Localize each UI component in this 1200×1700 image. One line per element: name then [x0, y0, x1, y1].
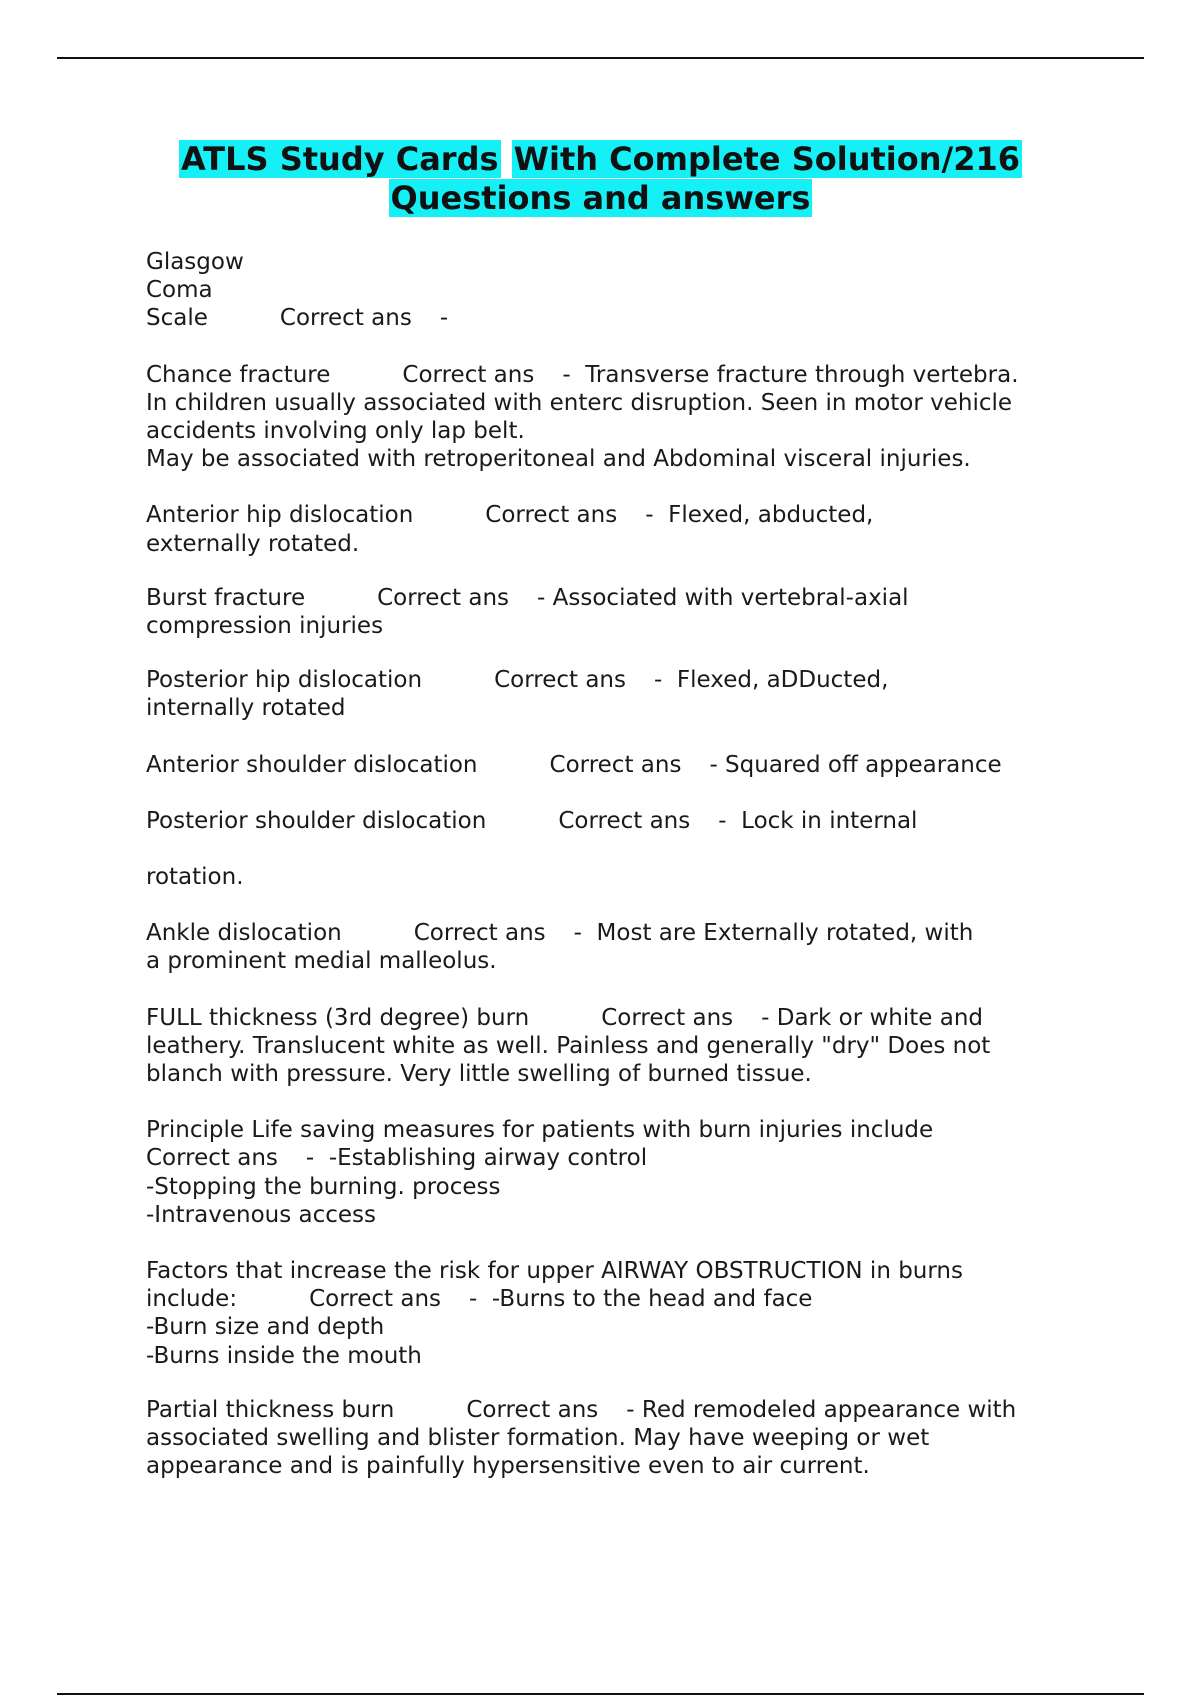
- card-term: Ankle dislocation: [146, 920, 342, 947]
- card-term: Chance fracture: [146, 361, 331, 388]
- card-term-answer: [146, 361, 1096, 389]
- answer-text: - Flexed, abducted,: [645, 502, 874, 529]
- answer-line: In children usually associated with enterc disruption. Seen in motor vehicle: [146, 389, 1013, 416]
- card-term: Principle Life saving measures for patients with burn injuries include: [146, 1117, 934, 1144]
- answer-text: - Dark or white and: [761, 1004, 984, 1031]
- answer-line: -Burn size and depth: [146, 1314, 385, 1341]
- card-term-answer: [146, 584, 1096, 612]
- card-term: Scale: [146, 305, 208, 332]
- card-term: Anterior hip dislocation: [146, 502, 414, 529]
- answer-line: leathery. Translucent white as well. Painless and generally "dry" Does not: [146, 1032, 991, 1059]
- study-cards: [146, 248, 1096, 1509]
- card-term-answer: [146, 666, 1096, 694]
- answer-label: Correct ans: [466, 1396, 599, 1423]
- answer-label: Correct ans: [402, 361, 535, 388]
- answer-line: externally rotated.: [146, 530, 360, 557]
- page-title: [57, 140, 1144, 218]
- answer-dash: -: [439, 305, 449, 332]
- answer-text: - Associated with vertebral-axial: [537, 584, 909, 611]
- answer-text: - Flexed, aDDucted,: [654, 667, 889, 694]
- answer-text: - -Burns to the head and face: [469, 1286, 813, 1313]
- answer-line: May be associated with retroperitoneal and Abdominal visceral injuries.: [146, 446, 971, 473]
- card-term-answer: [146, 751, 1096, 779]
- card-term-answer: [146, 1004, 1096, 1032]
- card-glasgow: [146, 248, 1096, 333]
- card-term: FULL thickness (3rd degree) burn: [146, 1004, 530, 1031]
- card-posterior-hip: [146, 666, 1096, 722]
- answer-line: blanch with pressure. Very little swelling of burned tissue.: [146, 1061, 812, 1088]
- card-term-answer: [146, 1396, 1096, 1424]
- card-continuation: [146, 863, 1096, 891]
- card-term: include:: [146, 1286, 238, 1313]
- answer-label: Correct ans: [146, 1145, 278, 1172]
- card-term-answer: [146, 1285, 1096, 1313]
- card-term: Anterior shoulder dislocation: [146, 751, 478, 778]
- answer-label: Correct ans: [279, 305, 412, 332]
- answer-label: Correct ans: [377, 584, 510, 611]
- card-anterior-shoulder: [146, 751, 1096, 779]
- card-term-answer: [146, 501, 1096, 529]
- card-ankle-dislocation: [146, 919, 1096, 975]
- title-highlight-1a: ATLS Study Cards: [181, 140, 499, 178]
- card-answer: [146, 1144, 1096, 1172]
- answer-label: Correct ans: [549, 751, 682, 778]
- card-term: Partial thickness burn: [146, 1396, 395, 1423]
- answer-line: associated swelling and blister formation. May have weeping or wet: [146, 1425, 930, 1452]
- answer-line: a prominent medial malleolus.: [146, 948, 497, 975]
- top-rule: [57, 57, 1144, 59]
- card-life-saving-measures: [146, 1116, 1096, 1229]
- card-term: Posterior shoulder dislocation: [146, 807, 487, 834]
- answer-line: -Intravenous access: [146, 1201, 377, 1228]
- answer-label: Correct ans: [309, 1286, 442, 1313]
- card-anterior-hip: [146, 501, 1096, 557]
- answer-line: appearance and is painfully hypersensitive even to air current.: [146, 1453, 870, 1480]
- card-term: Coma: [146, 277, 213, 304]
- card-chance-fracture: [146, 361, 1096, 474]
- answer-line: compression injuries: [146, 613, 384, 640]
- card-term-answer: [146, 807, 1096, 835]
- answer-text: - Squared off appearance: [709, 751, 1002, 778]
- title-highlight-2: Questions and answers: [390, 179, 811, 217]
- card-term: Glasgow: [146, 249, 244, 275]
- answer-line: -Burns inside the mouth: [146, 1342, 422, 1369]
- card-term: Posterior hip dislocation: [146, 667, 423, 694]
- answer-line: internally rotated: [146, 695, 346, 722]
- answer-text: - Lock in internal: [718, 807, 918, 834]
- card-term: Factors that increase the risk for upper AIRWAY OBSTRUCTION in burns: [146, 1258, 963, 1285]
- card-full-thickness-burn: [146, 1004, 1096, 1089]
- card-term: Burst fracture: [146, 584, 306, 611]
- card-burst-fracture: [146, 584, 1096, 640]
- answer-text: - Transverse fracture through vertebra.: [562, 361, 1019, 388]
- answer-line: -Stopping the burning. process: [146, 1173, 501, 1200]
- answer-label: Correct ans: [558, 807, 691, 834]
- answer-label: Correct ans: [601, 1004, 734, 1031]
- card-partial-thickness-burn: [146, 1396, 1096, 1481]
- answer-label: Correct ans: [413, 920, 546, 947]
- card-posterior-shoulder: [146, 807, 1096, 835]
- answer-text: - -Establishing airway control: [305, 1145, 648, 1172]
- answer-line: rotation.: [146, 864, 244, 891]
- bottom-rule: [57, 1693, 1144, 1695]
- card-term-answer: [146, 919, 1096, 947]
- answer-label: Correct ans: [494, 667, 626, 694]
- title-highlight-1b: With Complete Solution/216: [513, 140, 1020, 178]
- card-airway-obstruction: [146, 1257, 1096, 1370]
- card-term-answer: [146, 304, 1096, 332]
- answer-label: Correct ans: [485, 502, 618, 529]
- answer-text: - Red remodeled appearance with: [626, 1396, 1017, 1423]
- answer-text: - Most are Externally rotated, with: [573, 920, 974, 947]
- answer-line: accidents involving only lap belt.: [146, 418, 525, 445]
